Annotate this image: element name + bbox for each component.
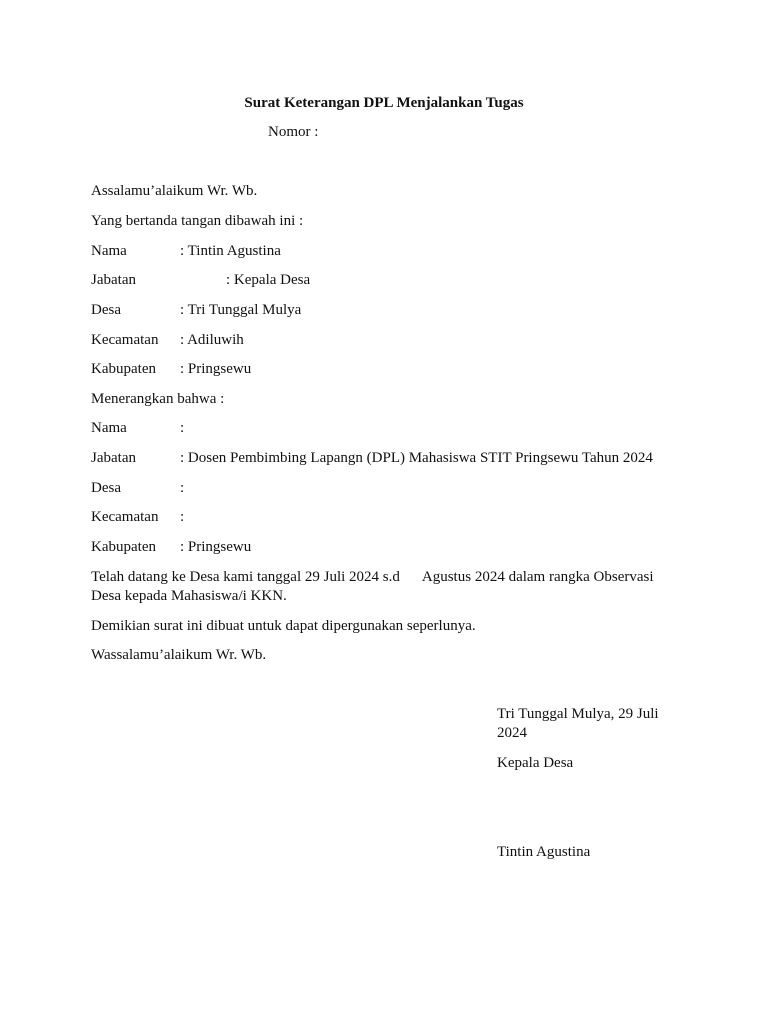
subject-district-value: :	[180, 509, 185, 525]
signer-position-value: : Kepala Desa	[226, 272, 311, 288]
subject-village-label: Desa	[91, 480, 121, 496]
subject-name-value: :	[180, 420, 185, 436]
signer-village-label: Desa	[91, 302, 121, 318]
signer-regency-label: Kabupaten	[91, 361, 156, 377]
subject-village-value: :	[180, 480, 185, 496]
signature-name: Tintin Agustina	[497, 844, 591, 860]
subject-name-label: Nama	[91, 420, 127, 436]
subject-regency-label: Kabupaten	[91, 539, 156, 555]
farewell-line: Wassalamu’alaikum Wr. Wb.	[91, 647, 267, 663]
subject-position-label: Jabatan	[91, 450, 136, 466]
signer-position-label: Jabatan	[91, 272, 136, 288]
body-text-part2: Agustus 2024 dalam rangka Observasi Desa kepada Mahasiswa/i KKN.	[91, 569, 654, 604]
body-text-part1: Telah datang ke Desa kami tanggal 29 Juli 2024 s.d	[91, 569, 400, 585]
subject-regency-value: : Pringsewu	[180, 539, 252, 555]
signer-regency-value: : Pringsewu	[180, 361, 252, 377]
letter-number-label: Nomor :	[268, 124, 319, 140]
menerangkan-line: Menerangkan bahwa :	[91, 391, 225, 407]
subject-position-value: : Dosen Pembimbing Lapangn (DPL) Mahasiswa STIT Pringsewu Tahun 2024	[180, 450, 653, 466]
signer-district-label: Kecamatan	[91, 332, 159, 348]
closing-line: Demikian surat ini dibuat untuk dapat dipergunakan seperlunya.	[91, 618, 476, 634]
signature-place-date: Tri Tunggal Mulya, 29 Juli 2024	[497, 706, 659, 741]
greeting: Assalamu’alaikum Wr. Wb.	[91, 183, 258, 199]
intro-line: Yang bertanda tangan dibawah ini :	[91, 213, 304, 229]
body-paragraph	[91, 568, 681, 606]
letter-title: Surat Keterangan DPL Menjalankan Tugas	[244, 95, 524, 111]
subject-district-label: Kecamatan	[91, 509, 159, 525]
signer-district-value: : Adiluwih	[180, 332, 244, 348]
signer-village-value: : Tri Tunggal Mulya	[180, 302, 302, 318]
signer-name-label: Nama	[91, 243, 127, 259]
signer-name-value: : Tintin Agustina	[180, 243, 281, 259]
signature-position: Kepala Desa	[497, 755, 574, 771]
